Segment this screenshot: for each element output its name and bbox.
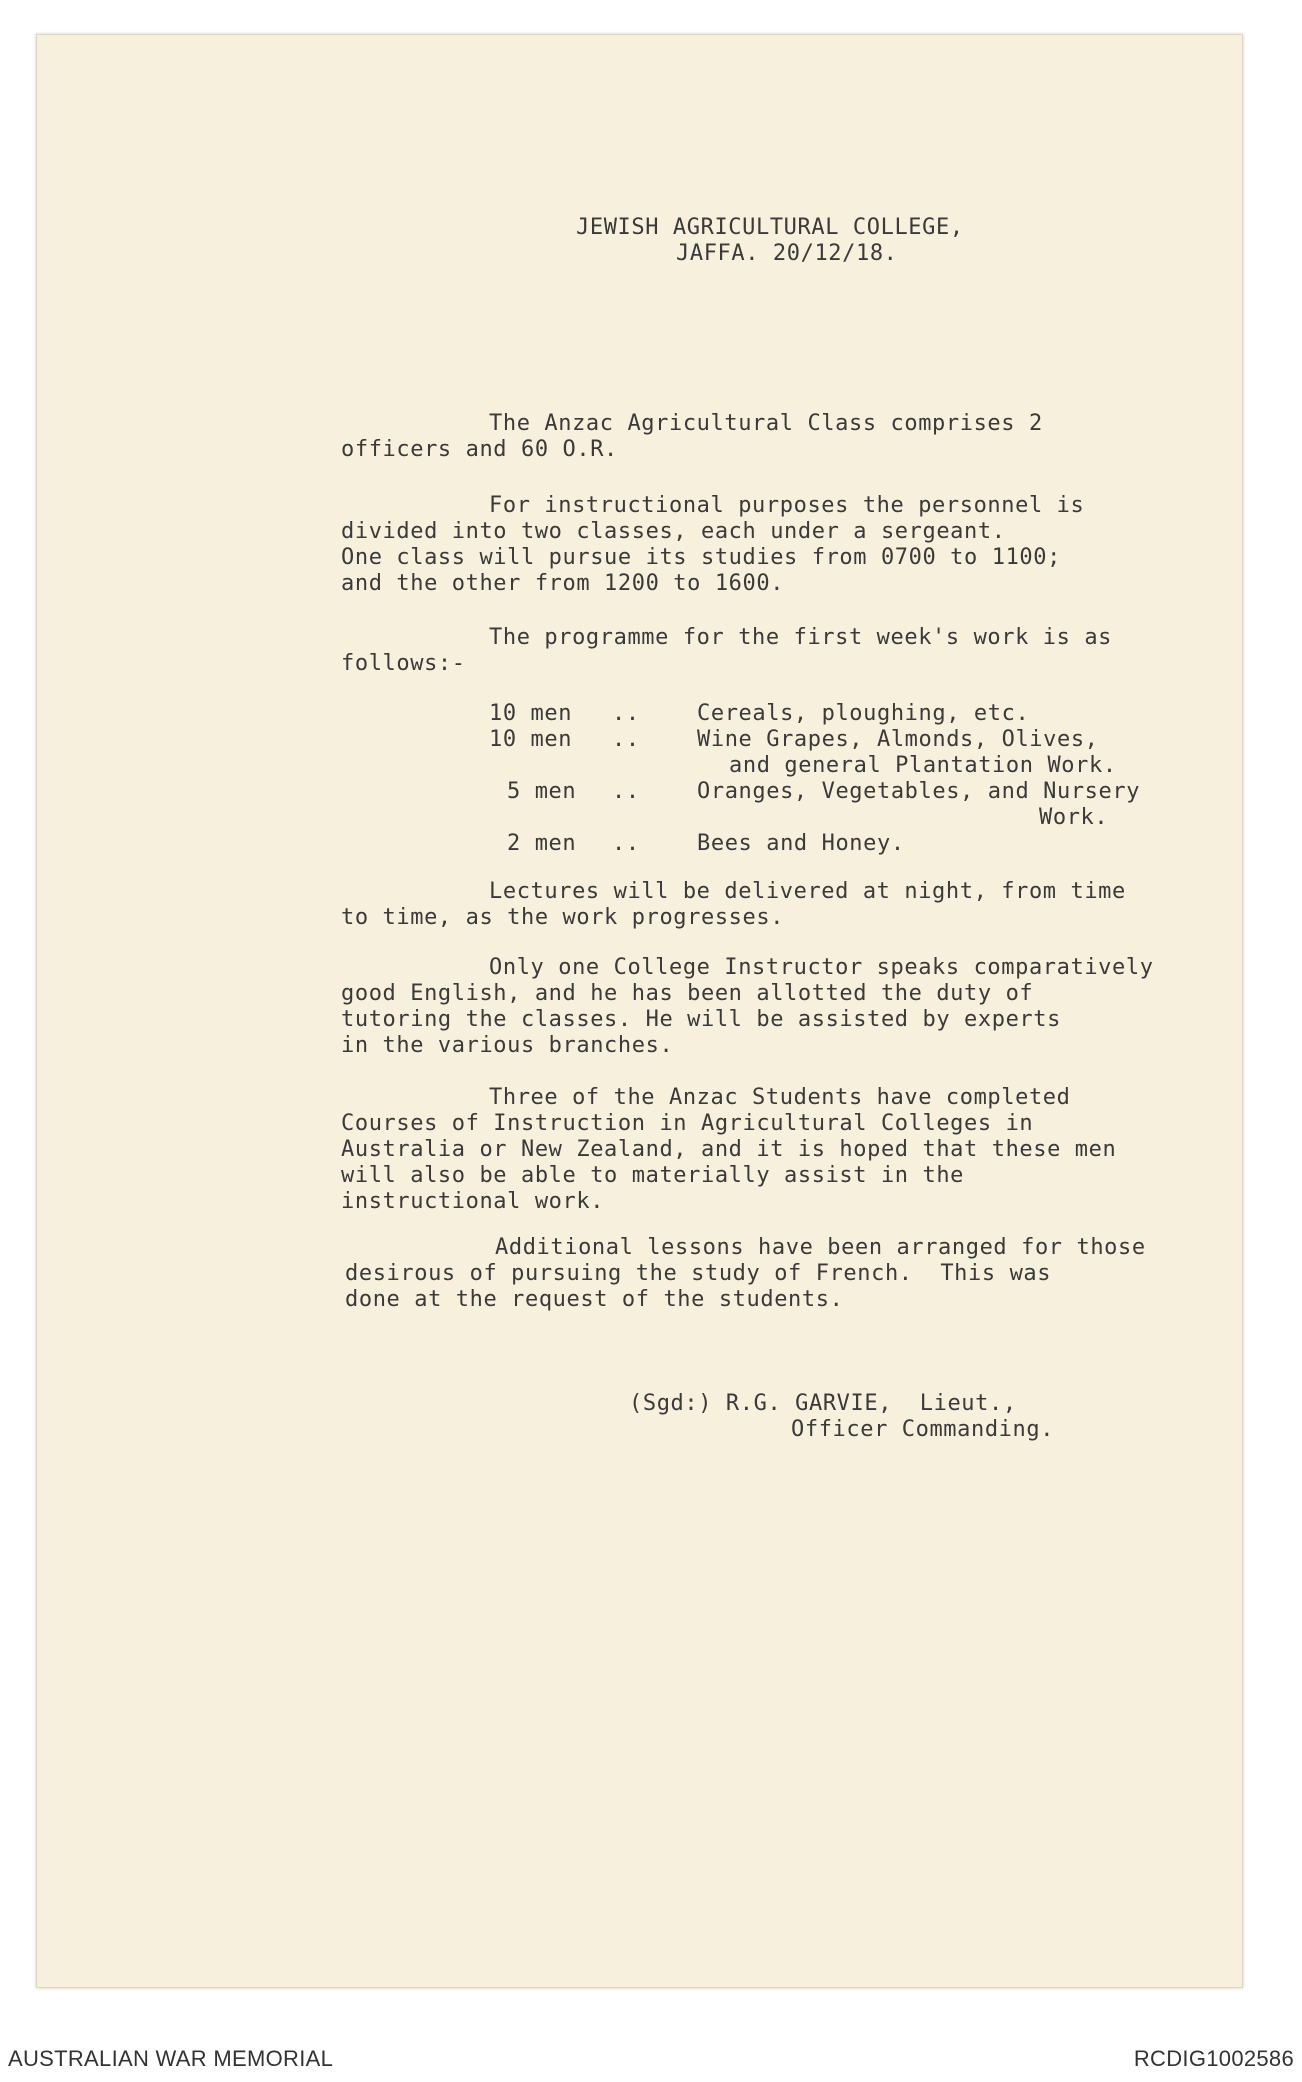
para3-line-1: The programme for the first week's work is as	[489, 625, 1113, 650]
para5-line-3: tutoring the classes. He will be assisted by experts	[341, 1007, 1061, 1032]
para4-line-1: Lectures will be delivered at night, from time	[489, 879, 1126, 904]
para6-line-4: will also be able to materially assist in the	[341, 1163, 965, 1188]
programme-subject: Bees and Honey.	[697, 831, 905, 856]
para3-line-2: follows:-	[341, 651, 466, 676]
footer-record-id: RCDIG1002586	[1133, 2046, 1294, 2071]
header-line-1: JEWISH AGRICULTURAL COLLEGE,	[576, 215, 964, 240]
signature-line-2: Officer Commanding.	[791, 1417, 1055, 1442]
para7-line-3: done at the request of the students.	[345, 1287, 844, 1312]
programme-subject: Oranges, Vegetables, and Nursery	[697, 779, 1141, 804]
programme-men: 2 men	[507, 831, 577, 856]
programme-men: 10 men	[489, 701, 573, 726]
programme-men: 10 men	[489, 727, 573, 752]
programme-subject: Wine Grapes, Almonds, Olives,	[697, 727, 1099, 752]
signature-line-1: (Sgd:) R.G. GARVIE, Lieut.,	[629, 1391, 1017, 1416]
programme-separator: ..	[612, 831, 640, 856]
para1-line-1: The Anzac Agricultural Class comprises 2	[489, 411, 1043, 436]
para2-line-2: divided into two classes, each under a sergeant.	[341, 519, 1006, 544]
para6-line-5: instructional work.	[341, 1189, 605, 1214]
para4-line-2: to time, as the work progresses.	[341, 905, 785, 930]
programme-separator: ..	[612, 727, 640, 752]
programme-separator: ..	[612, 779, 640, 804]
para5-line-1: Only one College Instructor speaks comparatively	[489, 955, 1154, 980]
para2-line-4: and the other from 1200 to 1600.	[341, 571, 785, 596]
programme-separator: ..	[612, 701, 640, 726]
para7-line-1: Additional lessons have been arranged for those	[495, 1235, 1146, 1260]
programme-men: 5 men	[507, 779, 577, 804]
para2-line-3: One class will pursue its studies from 0700 to 1100;	[341, 545, 1061, 570]
para2-line-1: For instructional purposes the personnel is	[489, 493, 1085, 518]
para7-line-2: desirous of pursuing the study of French. This was	[345, 1261, 1052, 1286]
programme-subject-cont: Work.	[1039, 805, 1109, 830]
header-line-2: JAFFA. 20/12/18.	[676, 241, 898, 266]
para5-line-2: good English, and he has been allotted the duty of	[341, 981, 1034, 1006]
programme-subject: Cereals, ploughing, etc.	[697, 701, 1030, 726]
para1-line-2: officers and 60 O.R.	[341, 437, 618, 462]
programme-subject-cont: and general Plantation Work.	[729, 753, 1117, 778]
para6-line-3: Australia or New Zealand, and it is hoped that these men	[341, 1137, 1117, 1162]
document-page	[36, 34, 1243, 1988]
para6-line-1: Three of the Anzac Students have completed	[489, 1085, 1071, 1110]
para6-line-2: Courses of Instruction in Agricultural Colleges in	[341, 1111, 1034, 1136]
para5-line-4: in the various branches.	[341, 1033, 674, 1058]
footer-archive-name: AUSTRALIAN WAR MEMORIAL	[8, 2046, 334, 2071]
